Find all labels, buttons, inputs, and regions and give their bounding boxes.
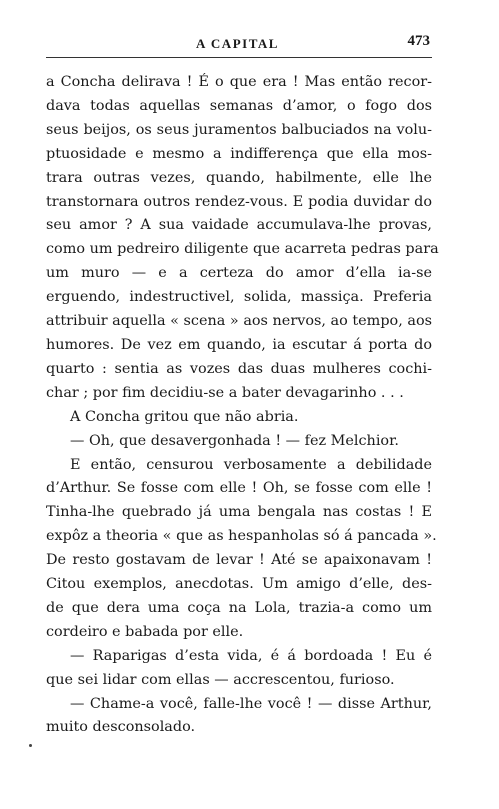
text-line: um muro — e a certeza do amor d’ella ia-se [46,265,432,282]
text-line: — Raparigas d’esta vida, é á bordoada ! Eu é [70,647,432,664]
text-line: como um pedreiro diligente que acarreta pedras para [46,241,439,258]
text-line: d’Arthur. Se fosse com elle ! Oh, se fosse com elle ! [46,480,432,497]
text-line: expôz a theoria « que as hespanholas só á pancada ». [46,528,437,545]
text-line: muito desconsolado. [46,719,196,736]
text-line: seus beijos, os seus juramentos balbuciados na volu- [46,121,432,138]
text-line: dava todas aquellas semanas d’amor, o fogo dos [46,97,432,114]
text-line: ptuosidade e mesmo a indifferença que ella mos- [46,145,432,162]
text-line: trara outras vezes, quando, habilmente, elle lhe [46,169,432,186]
text-line: cordeiro e babada por elle. [46,623,244,640]
page-number: 473 [407,33,430,49]
text-line: que sei lidar com ellas — accrescentou, furioso. [46,671,395,688]
text-line: A Concha gritou que não abria. [70,408,299,425]
text-line: De resto gostavam de levar ! Até se apaixonavam ! [46,552,432,569]
ink-speck [29,744,32,747]
text-line: — Chame-a você, falle-lhe você ! — disse Arthur, [70,695,432,712]
text-line: humores. De vez em quando, ia escutar á porta do [46,336,432,353]
text-line: transtornara outros rendez-vous. E podia duvidar do [46,193,432,210]
text-line: Citou exemplos, anecdotas. Um amigo d’elle, des- [46,576,432,593]
text-line: erguendo, indestructivel, solida, massiça. Preferia [46,289,432,306]
text-line: Tinha-lhe quebrado já uma bengala nas costas ! E [46,504,432,521]
text-line: attribuir aquella « scena » aos nervos, ao tempo, aos [46,313,432,330]
text-line: E então, censurou verbosamente a debilidade [70,456,432,473]
running-header [46,33,432,58]
text-line: de que dera uma coça na Lola, trazia-a como um [46,599,432,616]
text-line: a Concha delirava ! É o que era ! Mas então recor- [46,74,432,90]
running-title: A CAPITAL [196,36,279,51]
text-line: — Oh, que desavergonhada ! — fez Melchior. [70,432,399,449]
text-line: char ; por fim decidiu-se a bater devagarinho . . . [46,384,404,401]
body-text [46,71,439,740]
text-line: quarto : sentia as vozes das duas mulheres cochi- [46,360,432,377]
text-line: seu amor ? A sua vaidade accumulava-lhe provas, [46,217,432,234]
